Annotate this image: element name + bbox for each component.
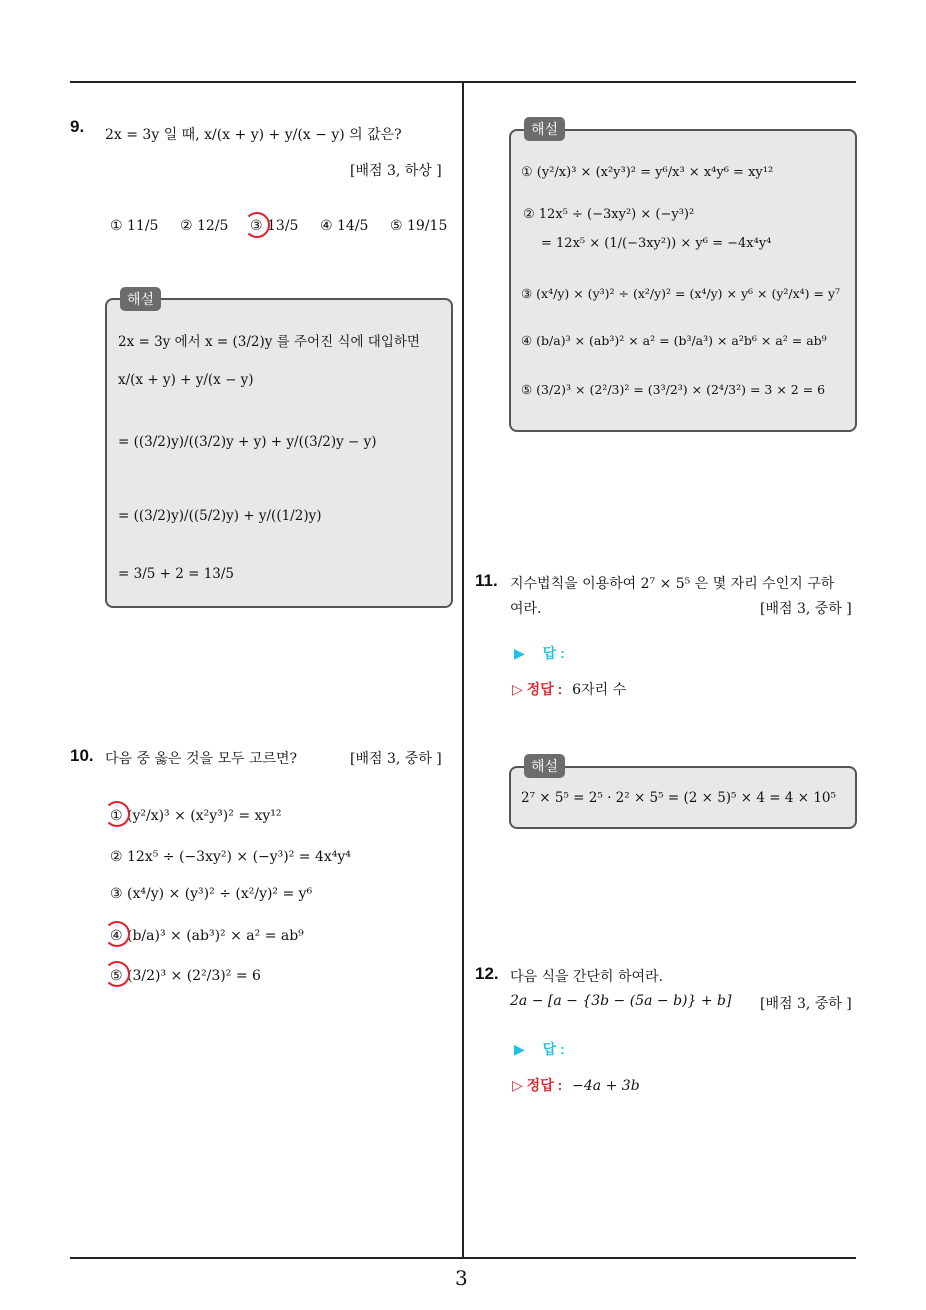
- play-arrow-icon: ▶: [514, 645, 525, 661]
- solution-line: ① (y²/x)³ × (x²y³)² = y⁶/x³ × x⁴y⁶ = xy¹²: [521, 165, 774, 180]
- option-3[interactable]: ③ (x⁴/y) × (y³)² ÷ (x²/y)² = y⁶: [110, 886, 313, 902]
- option-4[interactable]: ④ (b/a)³ × (ab³)² × a² = ab⁹: [110, 928, 304, 944]
- option-5[interactable]: ⑤ (3/2)³ × (2²/3)² = 6: [110, 968, 261, 984]
- solution-line: ④ (b/a)³ × (ab³)² × a² = (b³/a³) × a²b⁶ × a² = ab⁹: [521, 333, 827, 348]
- solution-tag: 해설: [524, 117, 565, 141]
- red-circle-mark: [104, 961, 130, 987]
- question-stem: 다음 중 옳은 것을 모두 고르면?: [105, 751, 298, 767]
- option-5[interactable]: ⑤ 19/15: [390, 218, 448, 234]
- outline-arrow-icon: ▷: [512, 681, 523, 697]
- solution-line: = 3/5 + 2 = 13/5: [118, 566, 235, 582]
- expression: 2a − [a − {3b − (5a − b)} + b]: [510, 993, 732, 1009]
- question-number: 10.: [70, 746, 94, 765]
- solution-line: x/(x + y) + y/(x − y): [118, 372, 254, 388]
- question-stem: 지수법칙을 이용하여 2⁷ × 5⁵ 은 몇 자리 수인지 구하: [510, 576, 835, 592]
- score-label: [배점 3, 중하 ]: [760, 996, 852, 1012]
- correct-value: −4a + 3b: [572, 1078, 640, 1094]
- question-stem: 다음 식을 간단히 하여라.: [510, 969, 664, 985]
- answer-row[interactable]: [514, 643, 565, 663]
- play-arrow-icon: ▶: [514, 1041, 525, 1057]
- solution-line: ② 12x⁵ ÷ (−3xy²) × (−y³)²: [523, 207, 695, 222]
- question-stem-cont: 여라.: [510, 601, 542, 617]
- solution-tag: 해설: [524, 754, 565, 778]
- option-2[interactable]: ② 12x⁵ ÷ (−3xy²) × (−y³)² = 4x⁴y⁴: [110, 849, 351, 865]
- red-circle-mark: [104, 801, 130, 827]
- solution-tag: 해설: [120, 287, 161, 311]
- solution-line: 2x = 3y 에서 x = (3/2)y 를 주어진 식에 대입하면: [118, 334, 420, 350]
- option-2[interactable]: ② 12/5: [180, 218, 229, 234]
- answer-label: 답 :: [542, 645, 565, 661]
- solution-line: ③ (x⁴/y) × (y³)² ÷ (x²/y)² = (x⁴/y) × y⁶ × (y²/x⁴) = y⁷: [521, 286, 841, 301]
- correct-answer-row: [512, 679, 626, 699]
- score-label: [배점 3, 하상 ]: [350, 163, 442, 179]
- option-1[interactable]: ① (y²/x)³ × (x²y³)² = xy¹²: [110, 808, 282, 824]
- solution-line: = 12x⁵ × (1/(−3xy²)) × y⁶ = −4x⁴y⁴: [541, 236, 772, 251]
- solution-line: = ((3/2)y)/((5/2)y) + y/((1/2)y): [118, 508, 322, 524]
- correct-answer-row: [512, 1075, 640, 1095]
- bottom-rule: [70, 1257, 856, 1259]
- question-number: 9.: [70, 117, 85, 136]
- solution-line: = ((3/2)y)/((3/2)y + y) + y/((3/2)y − y): [118, 434, 377, 450]
- answer-row[interactable]: [514, 1039, 565, 1059]
- solution-line: ⑤ (3/2)³ × (2²/3)² = (3³/2³) × (2⁴/3²) = 3 × 2 = 6: [521, 382, 826, 397]
- option-4[interactable]: ④ 14/5: [320, 218, 369, 234]
- outline-arrow-icon: ▷: [512, 1077, 523, 1093]
- red-circle-mark: [104, 921, 130, 947]
- correct-label: 정답 :: [526, 1077, 563, 1093]
- answer-label: 답 :: [542, 1041, 565, 1057]
- solution-line: 2⁷ × 5⁵ = 2⁵ · 2² × 5⁵ = (2 × 5)⁵ × 4 = 4 × 10⁵: [521, 790, 836, 806]
- red-circle-mark: [244, 212, 270, 238]
- score-label: [배점 3, 중하 ]: [760, 601, 852, 617]
- question-stem: 2x = 3y 일 때, x/(x + y) + y/(x − y) 의 값은?: [105, 127, 402, 143]
- correct-label: 정답 :: [526, 681, 563, 697]
- question-number: 11.: [475, 571, 498, 590]
- correct-value: 6자리 수: [572, 682, 627, 698]
- page-number: 3: [455, 1266, 468, 1290]
- option-3[interactable]: ③ 13/5: [250, 218, 299, 234]
- option-1[interactable]: ① 11/5: [110, 218, 159, 234]
- score-label: [배점 3, 중하 ]: [350, 751, 442, 767]
- question-number: 12.: [475, 964, 499, 983]
- column-divider: [462, 82, 464, 1258]
